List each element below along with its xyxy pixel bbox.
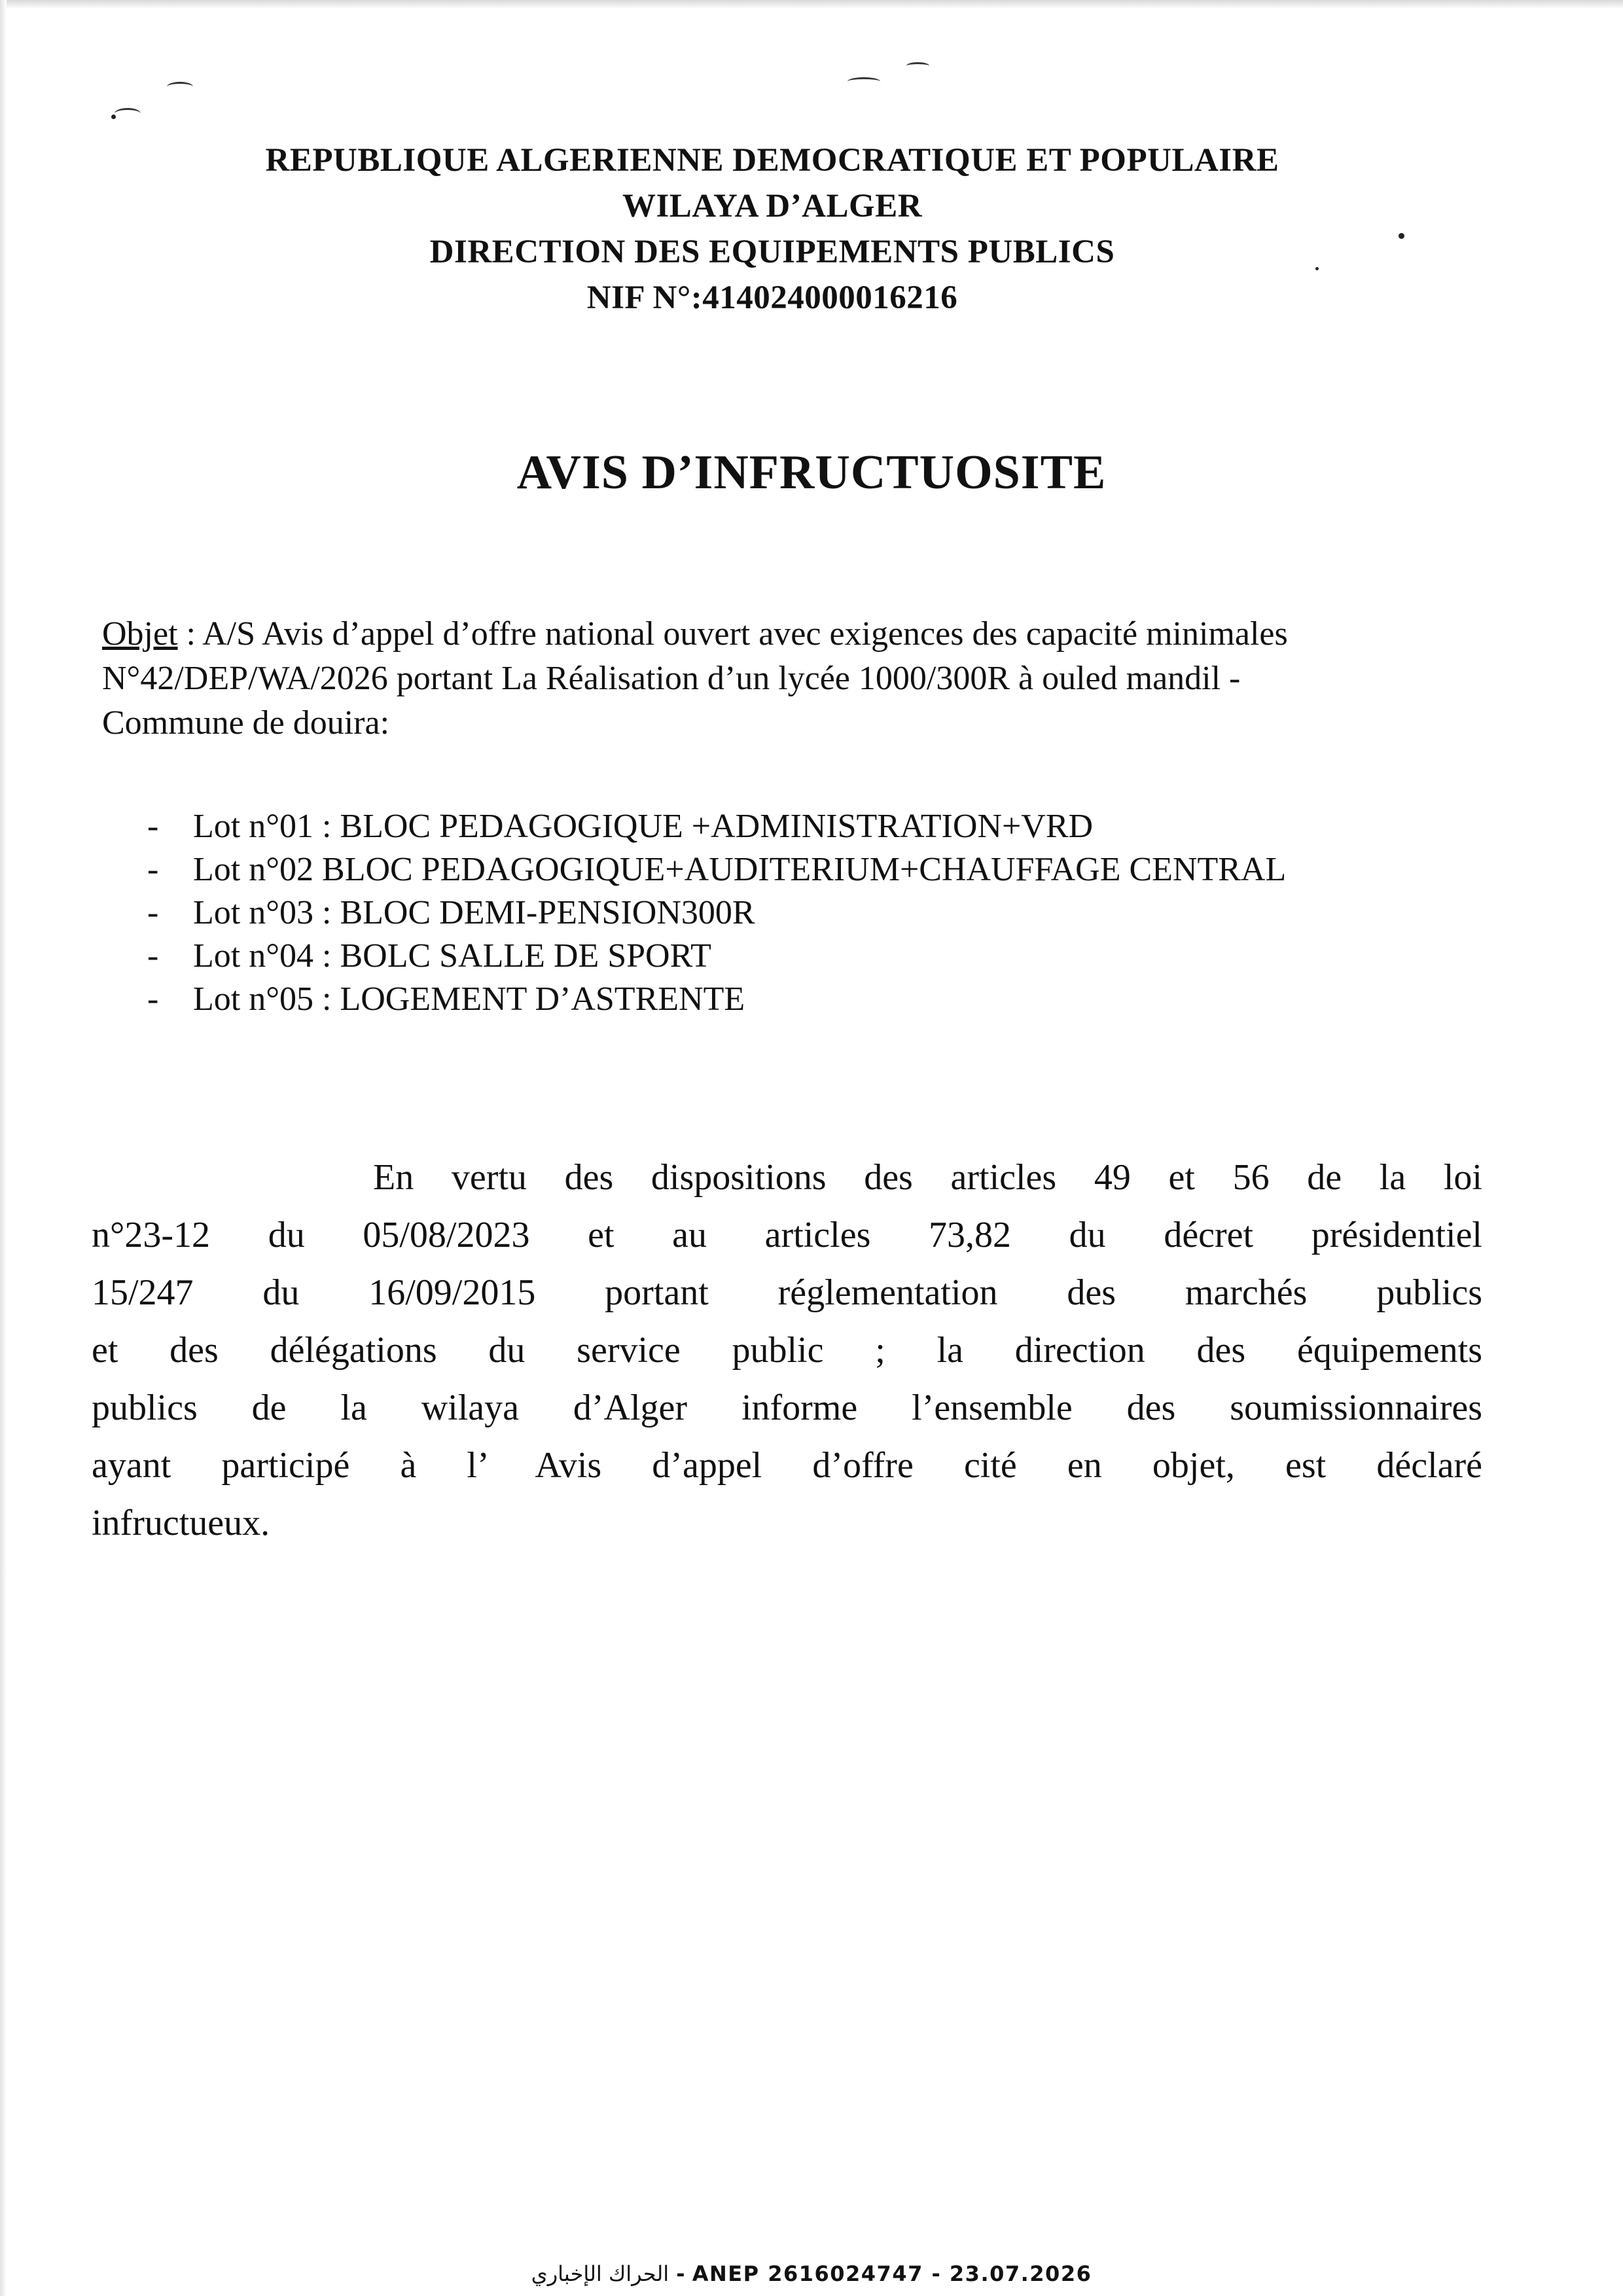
list-item: - Lot n°05 : LOGEMENT D’ASTRENTE [147,978,1286,1021]
header-republic: REPUBLIQUE ALGERIENNE DEMOCRATIQUE ET POPULAIRE [265,142,1279,179]
footer-anep-ref: - ANEP 2616024747 - 23.07.2026 [669,2261,1092,2286]
scan-mark [847,77,880,86]
objet-line-3: Commune de douira: [102,704,390,742]
lot-label: Lot n°02 BLOC PEDAGOGIQUE+AUDITERIUM+CHAUFFAGE CENTRAL [193,851,1287,888]
objet-label: Objet [102,615,178,653]
body-line: et des délégations du service public ; la direction des équipements [92,1330,1482,1371]
document-header [183,137,1361,321]
lots-list [147,805,1286,1021]
footer-arabic-source: الحراك الإخباري [531,2261,669,2286]
objet-line-1 [102,612,1476,656]
body-paragraph [92,1149,1482,1552]
scan-mark [906,62,929,69]
body-line: En vertu des dispositions des articles 49 et 56 de la loi [373,1157,1482,1198]
list-item: - Lot n°02 BLOC PEDAGOGIQUE+AUDITERIUM+CHAUFFAGE CENTRAL [147,848,1286,891]
lot-label: Lot n°04 : BOLC SALLE DE SPORT [193,937,711,975]
footer-reference [0,2261,1623,2286]
scan-mark [167,82,193,92]
list-item: - Lot n°01 : BLOC PEDAGOGIQUE +ADMINISTRATION+VRD [147,805,1286,848]
scan-speck [111,115,116,119]
scan-mark [115,108,141,119]
objet-text-1: : A/S Avis d’appel d’offre national ouvert avec exigences des capacité minimales [177,615,1288,653]
document-title: AVIS D’INFRUCTUOSITE [516,446,1107,499]
list-item: - Lot n°03 : BLOC DEMI-PENSION300R [147,891,1286,935]
header-wilaya: WILAYA D’ALGER [622,188,923,224]
objet-paragraph [102,612,1476,745]
body-line: n°23-12 du 05/08/2023 et au articles 73,82 du décret présidentiel [92,1215,1482,1255]
header-direction: DIRECTION DES EQUIPEMENTS PUBLICS [429,234,1115,270]
list-item: - Lot n°04 : BOLC SALLE DE SPORT [147,935,1286,978]
scan-edge-top [0,0,1623,9]
lot-label: Lot n°05 : LOGEMENT D’ASTRENTE [193,980,745,1018]
body-line: ayant participé à l’ Avis d’appel d’offre cité en objet, est déclaré [92,1445,1482,1486]
body-line: 15/247 du 16/09/2015 portant réglementation des marchés publics [92,1272,1482,1313]
header-nif: NIF N°:414024000016216 [586,279,958,316]
body-line: infructueux. [92,1503,270,1543]
lot-label: Lot n°01 : BLOC PEDAGOGIQUE +ADMINISTRATION+VRD [193,808,1094,845]
lot-label: Lot n°03 : BLOC DEMI-PENSION300R [193,894,755,931]
scan-edge-left [0,0,7,2296]
body-line: publics de la wilaya d’Alger informe l’ensemble des soumissionnaires [92,1388,1482,1428]
objet-line-2: N°42/DEP/WA/2026 portant La Réalisation d’un lycée 1000/300R à ouled mandil - [102,660,1241,697]
scan-speck [1399,233,1404,239]
